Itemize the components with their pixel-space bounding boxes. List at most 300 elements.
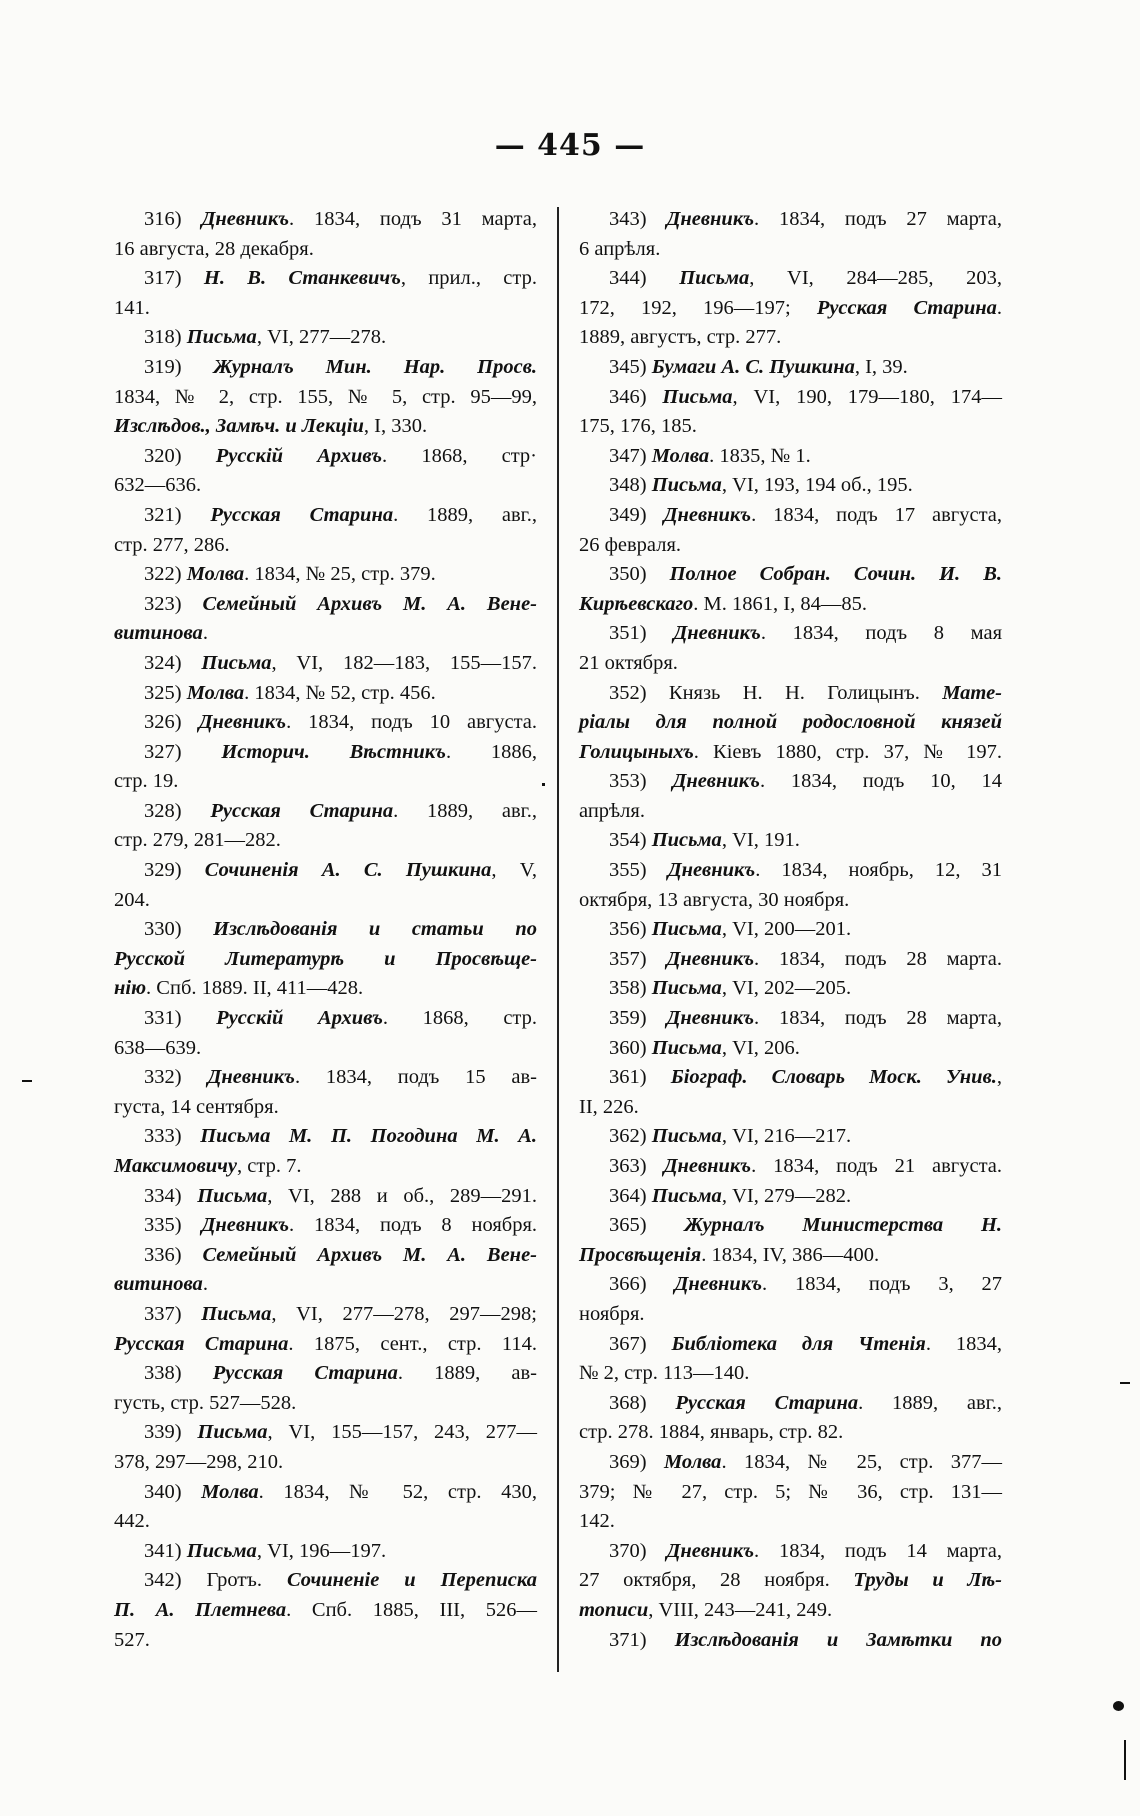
note-text: 332) — [144, 1066, 208, 1089]
note-line — [114, 1596, 537, 1626]
note-source-title: Молва — [201, 1480, 259, 1503]
note-text: 354) — [609, 829, 652, 852]
note-line — [579, 1241, 1002, 1271]
note-source-title: Дневникъ — [207, 1066, 295, 1089]
note-text: 317) — [144, 267, 204, 290]
note-line — [114, 412, 537, 442]
note-source-title: Молва — [651, 444, 710, 467]
note-line — [579, 531, 1002, 561]
note-line — [579, 1389, 1002, 1419]
note-source-title: Письма — [651, 918, 722, 941]
note-source-title: Максимовичу — [114, 1155, 238, 1177]
note-line — [579, 1034, 1002, 1064]
note-source-title: Журналъ Мин. Нар. Просв. — [213, 355, 538, 378]
note-text: 175, 176, 185. — [579, 415, 697, 438]
note-line — [114, 1034, 537, 1064]
note-source-title: Письма — [201, 651, 272, 674]
note-text: . 1834, № 25, стр. 377— — [721, 1450, 1002, 1473]
note-line — [579, 590, 1002, 620]
note-line — [114, 738, 537, 768]
note-source-title: Письма — [651, 1036, 722, 1059]
note-line — [579, 471, 1002, 501]
note-text: 357) — [609, 947, 667, 970]
note-line — [114, 590, 537, 620]
note-text: 356) — [609, 918, 652, 941]
note-text: . 1834, № 25, стр. 379. — [244, 563, 436, 586]
note-line — [114, 1478, 537, 1508]
note-text: 325) — [144, 681, 187, 704]
note-line — [579, 1418, 1002, 1448]
note-text: 341) — [144, 1539, 187, 1562]
note-text: апрѣля. — [579, 799, 645, 822]
note-text: 204. — [114, 888, 150, 911]
note-source-title: Историч. Вѣстникъ — [221, 740, 446, 763]
note-line — [114, 264, 537, 294]
note-line — [114, 1182, 537, 1212]
note-line — [579, 797, 1002, 827]
note-line — [579, 205, 1002, 235]
note-source-title: Молва — [663, 1450, 722, 1473]
note-text: 353) — [609, 770, 673, 793]
note-line — [114, 679, 537, 709]
note-line — [579, 679, 1002, 709]
note-text: . 1834, подъ 31 марта, — [289, 208, 537, 230]
scan-speck — [22, 1080, 32, 1082]
note-text: 337) — [144, 1302, 202, 1325]
note-text: . 1889, авг., — [393, 503, 538, 526]
note-line — [114, 531, 537, 561]
note-text: . 1834, подъ 14 марта, — [754, 1539, 1002, 1562]
note-line — [114, 767, 537, 797]
note-source-title: Русская Старина — [675, 1391, 859, 1414]
note-line — [114, 1626, 537, 1656]
note-text: 349) — [609, 503, 664, 526]
note-text: , VI, 191. — [721, 829, 800, 852]
note-text: 363) — [609, 1155, 664, 1177]
note-source-title: ріалы для полной родословной князей — [579, 711, 1002, 734]
note-line — [579, 886, 1002, 916]
note-text: . 1834, — [925, 1332, 1003, 1355]
note-text: , прил., стр. — [400, 267, 537, 290]
column-divider — [557, 207, 559, 1672]
note-text: 316) — [144, 208, 202, 230]
note-text: 343) — [609, 208, 667, 230]
note-text: . 1834, подъ 10, 14 — [759, 770, 1002, 793]
note-text: . 1834, подъ 28 марта. — [754, 947, 1002, 970]
note-line — [114, 945, 537, 975]
note-text: 318) — [144, 326, 187, 349]
note-text: густа, 14 сентября. — [114, 1095, 279, 1118]
note-line — [114, 1152, 537, 1182]
note-source-title: Письма — [651, 1125, 722, 1148]
note-source-title: Изслѣдов., Замѣч. и Лекціи — [114, 415, 364, 438]
note-source-title: Письма — [651, 474, 722, 497]
note-line — [114, 1063, 537, 1093]
note-text: 319) — [144, 355, 214, 378]
note-line — [579, 1478, 1002, 1508]
note-source-title: Дневникъ — [672, 770, 760, 793]
note-source-title: Н. В. Станкевичъ — [203, 267, 401, 290]
note-line — [114, 619, 537, 649]
note-text: 322) — [144, 563, 187, 586]
note-line — [579, 738, 1002, 768]
note-source-title: Изслѣдованія и статьи по — [213, 918, 537, 941]
note-line — [579, 1093, 1002, 1123]
note-text: . — [202, 1273, 208, 1296]
note-line — [114, 560, 537, 590]
note-source-title: нію — [114, 977, 147, 1000]
note-text: 369) — [609, 1450, 664, 1473]
note-text: 346) — [609, 385, 663, 408]
note-line — [114, 915, 537, 945]
note-source-title: Письма М. П. Погодина М. А. — [200, 1125, 537, 1148]
note-text: . 1889, ав- — [397, 1362, 538, 1385]
note-text: . Кіевъ 1880, стр. 37, № 197. — [693, 740, 1002, 763]
note-text: . 1834, № 52, стр. 430, — [258, 1480, 538, 1503]
note-text: , VI, 196—197. — [256, 1539, 387, 1562]
note-line — [114, 974, 537, 1004]
note-text: , VI, 206. — [721, 1036, 800, 1059]
note-text: . 1889, авг., — [393, 799, 538, 822]
note-line — [579, 1626, 1002, 1656]
note-source-title: Дневникъ — [663, 1155, 752, 1177]
note-text: II, 226. — [579, 1095, 639, 1118]
note-line — [114, 856, 537, 886]
note-line — [579, 294, 1002, 324]
note-text: 364) — [609, 1184, 652, 1207]
note-source-title: Письма — [679, 267, 750, 290]
note-text: . 1834, № 52, стр. 456. — [244, 681, 436, 704]
note-line — [114, 886, 537, 916]
note-text: № 2, стр. 113—140. — [579, 1362, 750, 1385]
note-source-title: Бумаги А. С. Пушкина — [651, 355, 855, 378]
note-text: . 1835, № 1. — [709, 444, 811, 467]
note-text: , I, 39. — [854, 355, 908, 378]
note-source-title: Письма — [651, 829, 722, 852]
note-source-title: Письма — [186, 1539, 257, 1562]
note-source-title: Дневникъ — [663, 503, 752, 526]
note-text: , VI, 155—157, 243, 277— — [267, 1421, 537, 1444]
note-line — [114, 471, 537, 501]
note-source-title: Дневникъ — [666, 947, 755, 970]
notes-column-right — [579, 205, 1002, 1655]
note-text: 331) — [144, 1007, 217, 1030]
note-source-title: Дневникъ — [674, 1273, 763, 1296]
note-text: . 1834, подъ 8 мая — [760, 622, 1002, 645]
note-text: 321) — [144, 503, 211, 526]
note-text: 371) — [609, 1628, 675, 1651]
note-source-title: Русскій Архивъ — [215, 444, 383, 467]
note-text: 320) — [144, 444, 216, 467]
note-line — [114, 1507, 537, 1537]
note-text: , I, 330. — [363, 415, 428, 438]
note-line — [114, 1093, 537, 1123]
note-text: . — [996, 296, 1003, 319]
note-line — [114, 353, 537, 383]
scan-speck — [542, 783, 545, 786]
note-text: ноября. — [579, 1302, 645, 1325]
note-text: 16 августа, 28 декабря. — [114, 237, 314, 260]
note-line — [114, 1241, 537, 1271]
note-line — [114, 1359, 537, 1389]
note-line — [579, 235, 1002, 265]
note-line — [114, 1448, 537, 1478]
note-line — [579, 323, 1002, 353]
note-text: . 1834, подъ 28 марта, — [754, 1007, 1002, 1030]
note-text: 366) — [609, 1273, 675, 1296]
note-text: . 1889, авг., — [858, 1391, 1003, 1414]
note-text: . Спб. 1885, III, 526— — [286, 1598, 537, 1621]
note-text: . 1834, подъ 3, 27 — [762, 1273, 1003, 1296]
note-line — [579, 264, 1002, 294]
note-text: . 1834, подъ 10 августа. — [286, 711, 537, 734]
note-source-title: Письма — [651, 977, 722, 1000]
note-source-title: Дневникъ — [198, 711, 287, 734]
note-text: 327) — [144, 740, 222, 763]
note-line — [114, 1211, 537, 1241]
note-line — [579, 1270, 1002, 1300]
note-text: , VI, 200—201. — [721, 918, 852, 941]
note-text: 330) — [144, 918, 214, 941]
note-source-title: Письма — [197, 1184, 268, 1207]
note-source-title: Дневникъ — [201, 1214, 290, 1237]
note-source-title: Изслѣдованія и Замѣтки по — [674, 1628, 1002, 1651]
note-line — [114, 708, 537, 738]
note-source-title: витинова — [114, 622, 203, 645]
note-source-title: Дневникъ — [666, 1007, 755, 1030]
note-text: . — [202, 622, 208, 645]
note-line — [114, 235, 537, 265]
note-source-title: Письма — [197, 1421, 268, 1444]
note-text: стр. 279, 281—282. — [114, 829, 281, 852]
note-source-title: Труды и Лѣ- — [853, 1569, 1002, 1592]
note-source-title: Русская Старина — [210, 503, 394, 526]
note-text: , VI, 284—285, 203, — [749, 267, 1002, 290]
note-line — [114, 1122, 537, 1152]
note-text: 328) — [144, 799, 211, 822]
note-text: . 1886, — [445, 740, 537, 763]
note-line — [114, 649, 537, 679]
note-line — [579, 501, 1002, 531]
note-text: 324) — [144, 651, 202, 674]
note-text: 370) — [609, 1539, 667, 1562]
page-number: — 445 — — [494, 128, 646, 163]
note-text: 359) — [609, 1007, 667, 1030]
note-text: , VI, 279—282. — [721, 1184, 852, 1207]
note-line — [579, 1152, 1002, 1182]
note-line — [579, 1507, 1002, 1537]
note-text: , стр. 7. — [237, 1155, 302, 1177]
note-text: 345) — [609, 355, 652, 378]
scan-speck — [1113, 1701, 1124, 1711]
note-source-title: Дневникъ — [673, 622, 761, 645]
note-text: 352) Князь Н. Н. Голицынъ. — [609, 681, 943, 704]
note-text: 27 октября, 28 ноября. — [579, 1569, 854, 1592]
note-text: 632—636. — [114, 474, 202, 497]
note-text: . 1868, стр· — [382, 444, 537, 467]
note-source-title: Дневникъ — [201, 208, 290, 230]
note-text: 351) — [609, 622, 674, 645]
note-text: 142. — [579, 1510, 615, 1533]
note-text: 527. — [114, 1628, 150, 1651]
note-text: , VI, 277—278. — [256, 326, 387, 349]
note-text: 358) — [609, 977, 652, 1000]
note-source-title: Журналъ Министерства Н. — [684, 1214, 1003, 1237]
note-text: 6 апрѣля. — [579, 237, 661, 260]
note-text: 335) — [144, 1214, 202, 1237]
note-line — [114, 383, 537, 413]
note-text: , VI, 277—278, 297—298; — [271, 1302, 538, 1325]
note-text: 378, 297—298, 210. — [114, 1450, 284, 1473]
note-source-title: Русскій Архивъ — [216, 1007, 383, 1030]
note-text: октября, 13 августа, 30 ноября. — [579, 888, 850, 911]
note-line — [579, 649, 1002, 679]
note-source-title: Дневникъ — [667, 859, 756, 882]
note-line — [114, 205, 537, 235]
note-text: 442. — [114, 1510, 150, 1533]
note-text: 338) — [144, 1362, 213, 1385]
note-line — [114, 1004, 537, 1034]
note-text: . 1834, подъ 17 августа, — [751, 503, 1002, 526]
note-line — [579, 1330, 1002, 1360]
note-source-title: Кирѣевскаго — [579, 592, 694, 615]
note-text: , VI, 288 и об., 289—291. — [267, 1184, 537, 1207]
note-line — [114, 1389, 537, 1419]
note-line — [579, 1596, 1002, 1626]
note-source-title: Полное Собран. Сочин. И. В. — [669, 563, 1003, 586]
note-line — [579, 1004, 1002, 1034]
note-source-title: Дневникъ — [666, 208, 755, 230]
note-source-title: Русская Старина — [210, 799, 394, 822]
note-source-title: Біограф. Словарь Моск. Унив. — [670, 1066, 997, 1089]
note-text: . М. 1861, I, 84—85. — [693, 592, 867, 615]
note-text: 367) — [609, 1332, 672, 1355]
note-text: . 1834, подъ 27 марта, — [754, 208, 1002, 230]
note-text: 350) — [609, 563, 670, 586]
note-line — [579, 915, 1002, 945]
note-line — [579, 353, 1002, 383]
note-source-title: Мате- — [942, 681, 1002, 704]
note-line — [114, 1418, 537, 1448]
note-text: 360) — [609, 1036, 652, 1059]
note-source-title: Семейный Архивъ М. А. Вене- — [202, 592, 537, 615]
note-text: . 1834, ноябрь, 12, 31 — [755, 859, 1002, 882]
note-line — [579, 619, 1002, 649]
note-source-title: П. А. Плетнева — [114, 1598, 287, 1621]
note-line — [114, 294, 537, 324]
note-source-title: Русская Старина — [212, 1362, 398, 1385]
note-line — [579, 708, 1002, 738]
note-text: 336) — [144, 1243, 203, 1266]
note-source-title: Дневникъ — [666, 1539, 755, 1562]
note-text: 1889, августъ, стр. 277. — [579, 326, 782, 349]
note-line — [114, 501, 537, 531]
note-line — [579, 1063, 1002, 1093]
note-text: , VI, 193, 194 об., 195. — [721, 474, 913, 497]
note-text: стр. 278. 1884, январь, стр. 82. — [579, 1421, 844, 1444]
note-source-title: Молва — [186, 681, 245, 704]
note-text: . 1834, подъ 21 августа. — [751, 1155, 1002, 1177]
note-line — [579, 560, 1002, 590]
note-text: 365) — [609, 1214, 685, 1237]
note-source-title: Просвѣщенія — [579, 1243, 702, 1266]
note-line — [579, 1182, 1002, 1212]
note-line — [579, 1448, 1002, 1478]
note-line — [579, 412, 1002, 442]
note-source-title: Письма — [186, 326, 257, 349]
note-source-title: Письма — [201, 1302, 272, 1325]
note-text: 344) — [609, 267, 680, 290]
note-text: 334) — [144, 1184, 198, 1207]
note-line — [114, 1270, 537, 1300]
note-text: . 1834, подъ 8 ноября. — [289, 1214, 537, 1237]
note-line — [114, 1330, 537, 1360]
note-source-title: Письма — [651, 1184, 722, 1207]
note-text: густь, стр. 527—528. — [114, 1391, 297, 1414]
note-text: 326) — [144, 711, 199, 734]
note-line — [114, 1300, 537, 1330]
note-line — [579, 945, 1002, 975]
note-line — [114, 323, 537, 353]
note-line — [579, 1300, 1002, 1330]
note-text: . Спб. 1889. II, 411—428. — [146, 977, 364, 1000]
note-line — [579, 1122, 1002, 1152]
notes-column-left — [114, 205, 537, 1655]
note-text: . 1875, сент., стр. 114. — [288, 1332, 538, 1355]
note-source-title: Семейный Архивъ М. А. Вене- — [202, 1243, 537, 1266]
note-text: 638—639. — [114, 1036, 202, 1059]
note-source-title: Библіотека для Чтенія — [671, 1332, 926, 1355]
note-line — [114, 797, 537, 827]
note-text: , V, — [491, 859, 538, 882]
note-line — [579, 1566, 1002, 1596]
note-line — [114, 1537, 537, 1567]
note-source-title: Голицыныхъ — [579, 740, 694, 763]
note-line — [579, 826, 1002, 856]
note-text: 340) — [144, 1480, 202, 1503]
note-source-title: Русской Литературѣ и Просвѣще- — [114, 947, 537, 970]
note-text: , VI, 216—217. — [721, 1125, 852, 1148]
note-text: 172, 192, 196—197; — [579, 296, 817, 319]
note-line — [114, 442, 537, 472]
note-text: 355) — [609, 859, 668, 882]
note-line — [579, 383, 1002, 413]
note-line — [579, 1359, 1002, 1389]
note-text: 329) — [144, 859, 205, 882]
note-text: 342) Гротъ. — [144, 1569, 287, 1592]
note-source-title: Молва — [186, 563, 245, 586]
note-source-title: Русская Старина — [114, 1332, 289, 1355]
note-text: 368) — [609, 1391, 676, 1414]
note-text: , VI, 190, 179—180, 174— — [732, 385, 1002, 408]
note-text: 141. — [114, 296, 150, 319]
note-line — [114, 1566, 537, 1596]
note-line — [579, 1211, 1002, 1241]
note-text: 347) — [609, 444, 652, 467]
note-text: 323) — [144, 592, 203, 615]
note-text: 333) — [144, 1125, 201, 1148]
note-line — [579, 974, 1002, 1004]
note-line — [579, 856, 1002, 886]
note-text: 339) — [144, 1421, 198, 1444]
note-text: 21 октября. — [579, 651, 678, 674]
note-source-title: тописи — [579, 1598, 649, 1621]
note-text: 361) — [609, 1066, 671, 1089]
note-line — [114, 826, 537, 856]
note-text: . 1834, подъ 15 ав- — [294, 1066, 538, 1089]
note-source-title: Письма — [662, 385, 733, 408]
note-source-title: Сочиненія А. С. Пушкина — [204, 859, 492, 882]
